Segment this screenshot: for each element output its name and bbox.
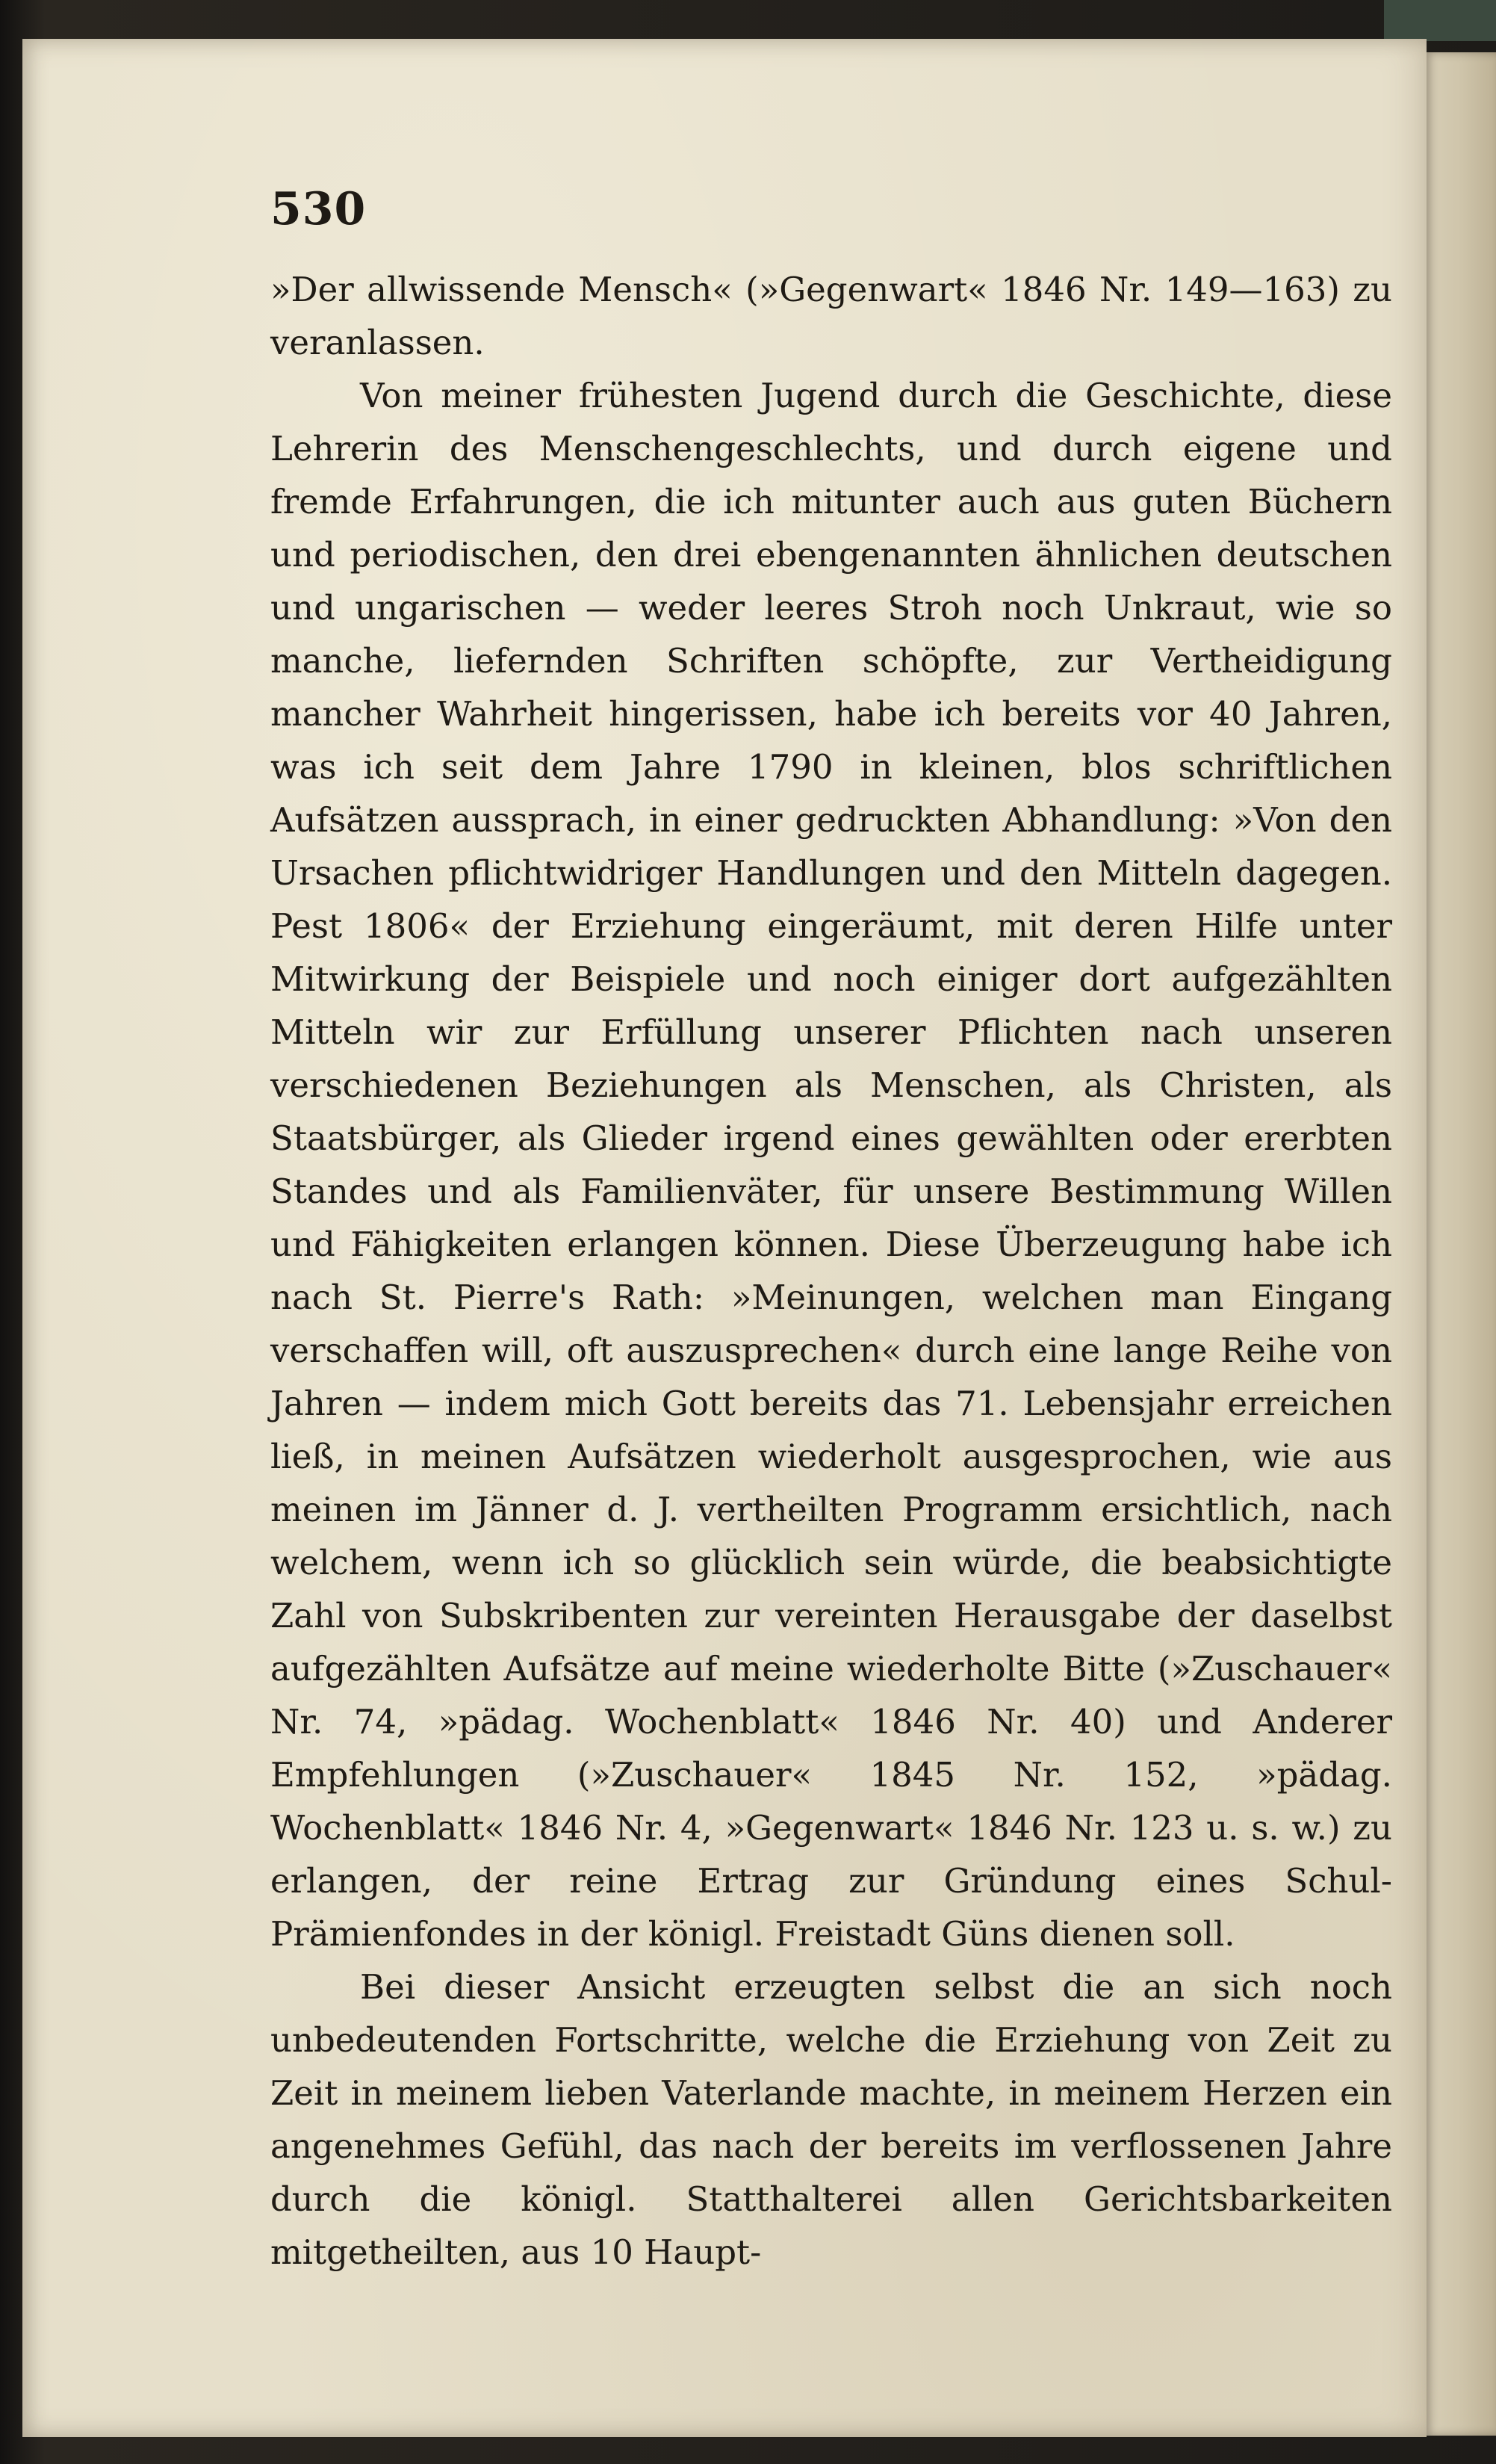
paragraph-1: »Der allwissende Mensch« (»Gegenwart« 1846 Nr. 149—163) zu veranlassen. bbox=[270, 270, 1392, 362]
binding-tab bbox=[1384, 0, 1496, 41]
page-number: 530 bbox=[270, 183, 367, 235]
body-text bbox=[270, 263, 1392, 2279]
paragraph-2: Von meiner frühesten Jugend durch die Geschichte, diese Lehrerin des Menschengeschlechts, und durch eigene und fremde Erfahrungen, die ich mitunter auch aus guten Büchern und periodischen, den drei ebengenannten ähnlichen deutschen und ungarischen — weder leeres Stroh noch Unkraut, wie so manche, liefernden Schriften schöpfte, zur Vertheidigung mancher Wahrheit hingerissen, habe ich bereits vor 40 Jahren, was ich seit dem Jahre 1790 in kleinen, blos schriftlichen Aufsätzen aussprach, in einer gedruckten Abhandlung: »Von den Ursachen pflichtwidriger Handlungen und den Mitteln dagegen. Pest 1806« der Erziehung eingeräumt, mit deren Hilfe unter Mitwirkung der Beispiele und noch einiger dort aufgezählten Mitteln wir zur Erfüllung unserer Pflichten nach unseren verschiedenen Beziehungen als Menschen, als Christen, als Staatsbürger, als Glieder irgend eines gewählten oder ererbten Standes und als Familienväter, für unsere Bestimmung Willen und Fähigkeiten erlangen können. Diese Überzeugung habe ich nach St. Pierre's Rath: »Meinungen, welchen man Eingang verschaffen will, oft auszusprechen« durch eine lange Reihe von Jahren — indem mich Gott bereits das 71. Lebensjahr erreichen ließ, in meinen Aufsätzen wiederholt ausgesprochen, wie aus meinen im Jänner d. J. vertheilten Programm ersichtlich, nach welchem, wenn ich so glücklich sein würde, die beabsichtigte Zahl von Subskribenten zur vereinten Herausgabe der daselbst aufgezählten Aufsätze auf meine wiederholte Bitte (»Zuschauer« Nr. 74, »pädag. Wochenblatt« 1846 Nr. 40) und Anderer Empfehlungen (»Zuschauer« 1845 Nr. 152, »pädag. Wochenblatt« 1846 Nr. 4, »Gegenwart« 1846 Nr. 123 u. s. w.) zu erlangen, der reine Ertrag zur Gründung eines Schul-Prämienfondes in der königl. Freistadt Güns dienen soll. bbox=[270, 376, 1392, 1954]
paragraph-3: Bei dieser Ansicht erzeugten selbst die an sich noch unbedeutenden Fortschritte, welche die Erziehung von Zeit zu Zeit in meinem lieben Vaterlande machte, in meinem Herzen ein angenehmes Gefühl, das nach der bereits im verflossenen Jahre durch die königl. Statthalterei allen Gerichtsbarkeiten mitgetheilten, aus 10 Haupt- bbox=[270, 1967, 1392, 2272]
facing-page-edge bbox=[1424, 52, 1496, 2436]
